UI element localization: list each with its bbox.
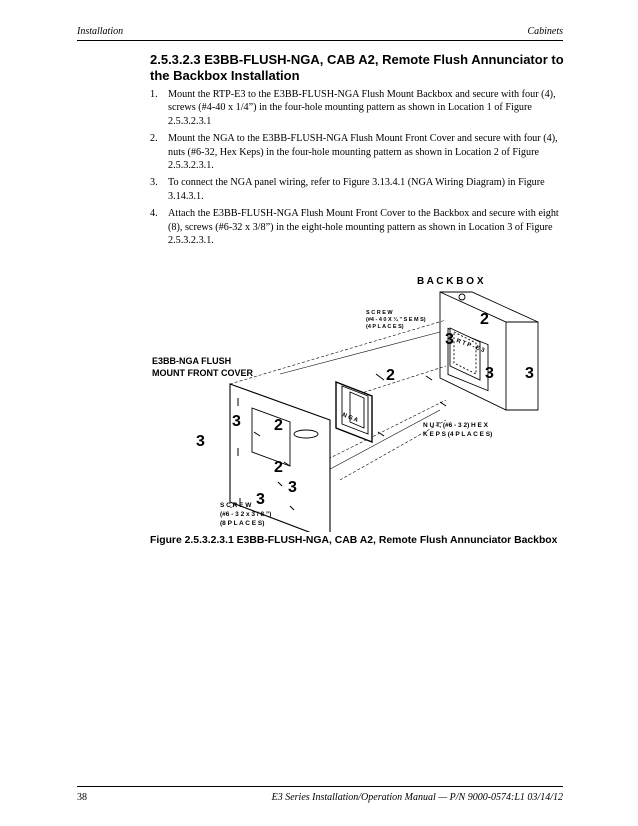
callout-3: 3	[196, 433, 205, 450]
callout-3: 3	[256, 491, 265, 508]
nut-label-line: N U T, (#6 - 3 2) H E X	[423, 422, 489, 429]
screw-label-line: (#6 - 3 2 x 3 / 8 ”)	[220, 511, 272, 518]
instruction-list	[150, 88, 570, 251]
cover-label-line: MOUNT FRONT COVER	[152, 368, 253, 378]
backbox-label: B A C K B O X	[417, 276, 484, 287]
step-text: Mount the NGA to the E3BB-FLUSH-NGA Flush Mount Front Cover and secure with four (4), nuts (#6-32, Hex Keps) in the four-hole mounting pattern as shown in Location 2 of Figure 2.5.3.2.3.1.	[168, 133, 558, 172]
callout-3: 3	[485, 365, 494, 382]
screw-label-line: (8 P L A C E S)	[220, 520, 265, 527]
callout-3: 3	[232, 413, 241, 430]
callout-2: 2	[274, 459, 283, 476]
list-item	[150, 207, 570, 247]
step-number: 1.	[150, 89, 158, 100]
running-header-left: Installation	[77, 26, 124, 37]
figure-caption: Figure 2.5.3.2.3.1 E3BB-FLUSH-NGA, CAB A2, Remote Flush Annunciator Backbox	[150, 535, 558, 546]
installation-figure	[140, 270, 570, 532]
cover-label-line: E3BB-NGA FLUSH	[152, 356, 232, 366]
step-text: Mount the RTP-E3 to the E3BB-FLUSH-NGA Flush Mount Backbox and secure with four (4), screws (#4-40 x 1/4”) in the four-hole mounting pattern as shown in Location 1 of Figure 2.5.3.2.3.1	[168, 89, 556, 127]
callout-2: 2	[274, 417, 283, 434]
running-header-right: Cabinets	[527, 26, 563, 37]
list-item	[150, 176, 570, 203]
screw-label-line: (4 P L A C E S)	[366, 324, 404, 330]
callout-3: 3	[288, 479, 297, 496]
rtp-board-label: R T P - E 3	[455, 338, 486, 354]
screw-label-line: (#4 - 4 0 X ¼ ” S E M S)	[366, 317, 426, 323]
screw-label-line: S C R E W	[220, 502, 252, 509]
callout-3: 3	[525, 365, 534, 382]
nga-module-label: N G A	[341, 412, 359, 425]
list-item	[150, 132, 570, 172]
step-number: 3.	[150, 177, 158, 189]
step-number: 4.	[150, 208, 158, 220]
header-rule	[77, 40, 563, 41]
page-number: 38	[77, 792, 87, 803]
callout-2: 2	[480, 311, 489, 328]
callout-2: 2	[386, 367, 395, 384]
document-id: E3 Series Installation/Operation Manual — P/N 9000-0574:L1 03/14/12	[271, 792, 563, 803]
list-item	[150, 88, 570, 128]
section-title: 2.5.3.2.3 E3BB-FLUSH-NGA, CAB A2, Remote Flush Annunciator to the Backbox Installation	[150, 52, 564, 83]
screw-label-line: S C R E W	[366, 310, 393, 316]
step-text: To connect the NGA panel wiring, refer to Figure 3.13.4.1 (NGA Wiring Diagram) in Figure 3.14.3.1.	[168, 177, 545, 202]
callout-3: 3	[445, 331, 454, 348]
step-number: 2.	[150, 133, 158, 145]
nut-label-line: K E P S (4 P L A C E S)	[423, 431, 493, 438]
footer-rule	[77, 786, 563, 787]
step-text: Attach the E3BB-FLUSH-NGA Flush Mount Front Cover to the Backbox and secure with eight (8), screws (#6-32 x 3/8”) in the eight-hole mounting pattern as shown in Location 3 of Figure 2.5.3.2.3.1.	[168, 208, 559, 247]
exploded-view-drawing	[140, 270, 570, 532]
